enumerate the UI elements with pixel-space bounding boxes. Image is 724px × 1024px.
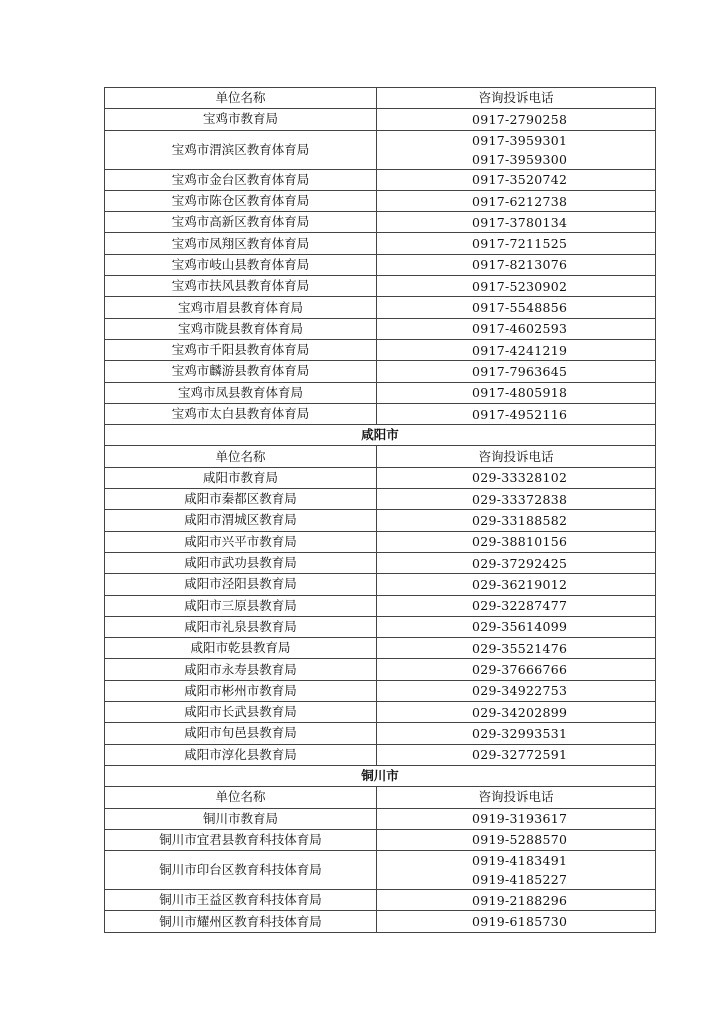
table-row — [105, 890, 656, 911]
phone-number: 0919-4185227 — [472, 872, 568, 888]
phone-cell — [377, 744, 656, 765]
unit-name-cell: 咸阳市渭城区教育局 — [105, 510, 377, 531]
header-phone: 咨询投诉电话 — [377, 88, 656, 109]
phone-number: 0919-2188296 — [472, 892, 568, 908]
phone-cell — [377, 489, 656, 510]
phone-cell — [377, 808, 656, 829]
unit-name-cell: 宝鸡市千阳县教育体育局 — [105, 339, 377, 360]
phone-number: 0917-7963645 — [472, 363, 568, 379]
table-row — [105, 254, 656, 275]
phone-cell — [377, 318, 656, 339]
table-row — [105, 911, 656, 932]
table-row — [105, 808, 656, 829]
phone-cell — [377, 276, 656, 297]
phone-number: 0919-3193617 — [472, 811, 568, 827]
phone-number: 0917-3959300 — [472, 151, 568, 167]
table-row — [105, 829, 656, 850]
unit-name-cell: 宝鸡市麟游县教育体育局 — [105, 361, 377, 382]
table-row — [105, 851, 656, 890]
unit-name-cell: 宝鸡市凤翔区教育体育局 — [105, 233, 377, 254]
phone-number: 0917-3780134 — [472, 214, 568, 230]
phone-cell — [377, 190, 656, 211]
phone-number: 0917-6212738 — [472, 193, 568, 209]
phone-number: 0917-3959301 — [472, 132, 568, 148]
phone-cell — [377, 829, 656, 850]
section-title: 咸阳市 — [105, 425, 656, 446]
phone-cell — [377, 130, 656, 169]
phone-number: 0917-4602593 — [472, 321, 568, 337]
phone-cell — [377, 595, 656, 616]
phone-cell — [377, 510, 656, 531]
table-row — [105, 723, 656, 744]
unit-name-cell: 宝鸡市凤县教育体育局 — [105, 382, 377, 403]
table-row — [105, 595, 656, 616]
header-unit-name: 单位名称 — [105, 787, 377, 808]
phone-number: 029-35614099 — [472, 619, 568, 635]
table-row — [105, 531, 656, 552]
table-row — [105, 130, 656, 169]
phone-cell — [377, 297, 656, 318]
table-row — [105, 318, 656, 339]
table-row — [105, 552, 656, 573]
table-row — [105, 169, 656, 190]
table-row — [105, 702, 656, 723]
unit-name-cell: 咸阳市泾阳县教育局 — [105, 574, 377, 595]
phone-number: 029-32287477 — [472, 598, 568, 614]
phone-number: 0917-2790258 — [472, 111, 568, 127]
table-row — [105, 659, 656, 680]
unit-name-cell: 宝鸡市太白县教育体育局 — [105, 403, 377, 424]
unit-name-cell: 咸阳市武功县教育局 — [105, 552, 377, 573]
phone-number: 0919-4183491 — [472, 853, 568, 869]
phone-number: 029-38810156 — [472, 534, 568, 550]
header-unit-name: 单位名称 — [105, 88, 377, 109]
unit-name-cell: 宝鸡市渭滨区教育体育局 — [105, 130, 377, 169]
table-row — [105, 638, 656, 659]
table-row — [105, 109, 656, 130]
unit-name-cell: 咸阳市秦都区教育局 — [105, 489, 377, 510]
unit-name-cell: 铜川市教育局 — [105, 808, 377, 829]
phone-number: 029-32772591 — [472, 747, 568, 763]
phone-cell — [377, 361, 656, 382]
header-unit-name: 单位名称 — [105, 446, 377, 467]
phone-number: 029-33328102 — [472, 470, 568, 486]
unit-name-cell: 宝鸡市金台区教育体育局 — [105, 169, 377, 190]
unit-name-cell: 咸阳市淳化县教育局 — [105, 744, 377, 765]
unit-name-cell: 宝鸡市岐山县教育体育局 — [105, 254, 377, 275]
phone-number: 029-34202899 — [472, 704, 568, 720]
phone-cell — [377, 723, 656, 744]
phone-number: 0917-4241219 — [472, 342, 568, 358]
phone-number: 0917-4805918 — [472, 385, 568, 401]
phone-number: 029-37666766 — [472, 662, 568, 678]
section-title: 铜川市 — [105, 765, 656, 786]
unit-name-cell: 咸阳市三原县教育局 — [105, 595, 377, 616]
table-row — [105, 744, 656, 765]
phone-cell — [377, 233, 656, 254]
phone-number: 0917-4952116 — [472, 406, 568, 422]
table-row — [105, 297, 656, 318]
table-row — [105, 190, 656, 211]
table-row — [105, 403, 656, 424]
table-row — [105, 574, 656, 595]
unit-name-cell: 咸阳市礼泉县教育局 — [105, 616, 377, 637]
phone-number: 029-36219012 — [472, 576, 568, 592]
phone-number: 0917-5230902 — [472, 278, 568, 294]
phone-cell — [377, 638, 656, 659]
phone-number: 0919-5288570 — [472, 832, 568, 848]
header-phone: 咨询投诉电话 — [377, 446, 656, 467]
phone-cell — [377, 552, 656, 573]
phone-number: 029-32993531 — [472, 725, 568, 741]
phone-cell — [377, 616, 656, 637]
phone-cell — [377, 851, 656, 890]
phone-cell — [377, 212, 656, 233]
unit-name-cell: 宝鸡市高新区教育体育局 — [105, 212, 377, 233]
phone-cell — [377, 254, 656, 275]
phone-cell — [377, 109, 656, 130]
phone-number: 029-37292425 — [472, 555, 568, 571]
phone-number: 0917-8213076 — [472, 257, 568, 273]
unit-name-cell: 咸阳市教育局 — [105, 467, 377, 488]
phone-number: 0917-5548856 — [472, 300, 568, 316]
table-row — [105, 510, 656, 531]
unit-name-cell: 宝鸡市扶风县教育体育局 — [105, 276, 377, 297]
phone-number: 0919-6185730 — [472, 914, 568, 930]
phone-cell — [377, 680, 656, 701]
phone-cell — [377, 467, 656, 488]
phone-number: 0917-3520742 — [472, 172, 568, 188]
phone-cell — [377, 702, 656, 723]
section-title-row — [105, 765, 656, 786]
unit-name-cell: 咸阳市长武县教育局 — [105, 702, 377, 723]
phone-cell — [377, 574, 656, 595]
unit-name-cell: 宝鸡市眉县教育体育局 — [105, 297, 377, 318]
table-header-row — [105, 787, 656, 808]
phone-cell — [377, 169, 656, 190]
phone-number: 029-34922753 — [472, 683, 568, 699]
contact-table-body — [105, 88, 656, 933]
phone-number: 029-33372838 — [472, 491, 568, 507]
phone-cell — [377, 339, 656, 360]
phone-cell — [377, 659, 656, 680]
unit-name-cell: 咸阳市旬邑县教育局 — [105, 723, 377, 744]
table-row — [105, 276, 656, 297]
unit-name-cell: 铜川市王益区教育科技体育局 — [105, 890, 377, 911]
phone-cell — [377, 403, 656, 424]
table-row — [105, 467, 656, 488]
header-phone: 咨询投诉电话 — [377, 787, 656, 808]
section-title-row — [105, 425, 656, 446]
contact-table — [104, 87, 656, 933]
unit-name-cell: 咸阳市乾县教育局 — [105, 638, 377, 659]
phone-number: 029-33188582 — [472, 512, 568, 528]
table-header-row — [105, 446, 656, 467]
unit-name-cell: 咸阳市兴平市教育局 — [105, 531, 377, 552]
unit-name-cell: 铜川市耀州区教育科技体育局 — [105, 911, 377, 932]
phone-number: 029-35521476 — [472, 640, 568, 656]
unit-name-cell: 宝鸡市陈仓区教育体育局 — [105, 190, 377, 211]
table-row — [105, 382, 656, 403]
table-row — [105, 680, 656, 701]
table-row — [105, 339, 656, 360]
table-row — [105, 489, 656, 510]
unit-name-cell: 宝鸡市陇县教育体育局 — [105, 318, 377, 339]
phone-number: 0917-7211525 — [472, 236, 568, 252]
phone-cell — [377, 890, 656, 911]
table-row — [105, 233, 656, 254]
phone-cell — [377, 911, 656, 932]
phone-cell — [377, 531, 656, 552]
unit-name-cell: 铜川市印台区教育科技体育局 — [105, 851, 377, 890]
table-header-row — [105, 88, 656, 109]
phone-cell — [377, 382, 656, 403]
unit-name-cell: 咸阳市彬州市教育局 — [105, 680, 377, 701]
unit-name-cell: 铜川市宜君县教育科技体育局 — [105, 829, 377, 850]
table-row — [105, 616, 656, 637]
table-row — [105, 361, 656, 382]
table-row — [105, 212, 656, 233]
unit-name-cell: 咸阳市永寿县教育局 — [105, 659, 377, 680]
unit-name-cell: 宝鸡市教育局 — [105, 109, 377, 130]
